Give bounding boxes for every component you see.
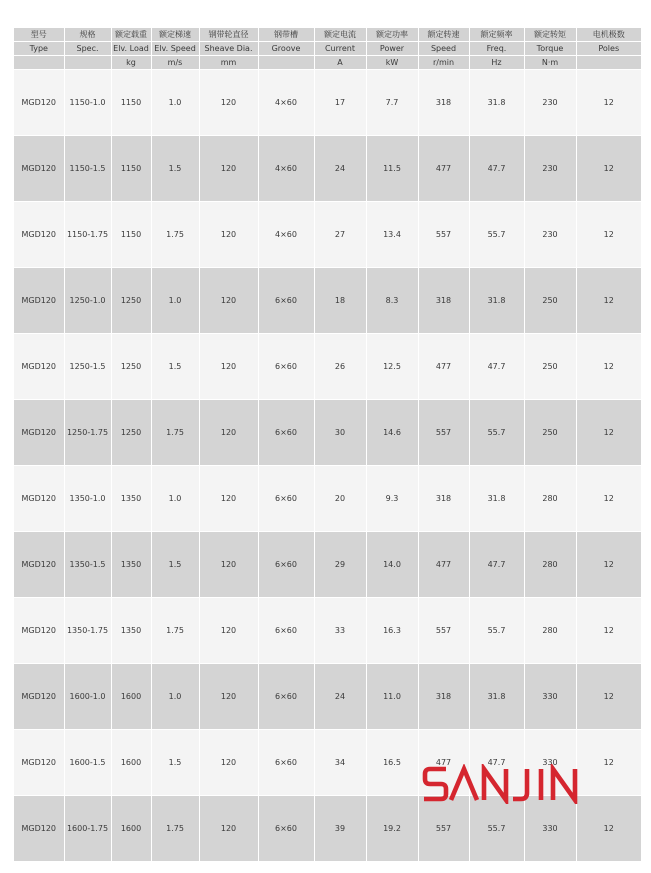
table-cell: 120 <box>199 136 258 202</box>
table-cell: 1250 <box>111 268 151 334</box>
table-cell: 1250-1.5 <box>64 334 111 400</box>
table-cell: 6×60 <box>258 664 314 730</box>
table-cell: 12 <box>576 730 641 796</box>
table-cell: 1150 <box>111 70 151 136</box>
table-cell: 1.75 <box>151 202 199 268</box>
table-cell: 318 <box>418 466 469 532</box>
table-cell: 12 <box>576 400 641 466</box>
table-row <box>14 70 641 136</box>
table-cell: 1.5 <box>151 334 199 400</box>
table-cell: 1.5 <box>151 730 199 796</box>
table-cell: 47.7 <box>469 532 524 598</box>
table-cell: 6×60 <box>258 334 314 400</box>
table-cell: 12 <box>576 598 641 664</box>
header-cell-en: Torque <box>524 42 576 56</box>
table-cell: 330 <box>524 796 576 862</box>
unit-cell <box>576 56 641 70</box>
table-cell: 12 <box>576 70 641 136</box>
table-cell: 33 <box>314 598 366 664</box>
unit-cell: kg <box>111 56 151 70</box>
header-cell-cn: 钢带槽 <box>258 28 314 42</box>
header-cell-en: Elv. Speed <box>151 42 199 56</box>
table-row <box>14 664 641 730</box>
table-row <box>14 532 641 598</box>
unit-cell: A <box>314 56 366 70</box>
table-body <box>14 28 641 862</box>
table-cell: 1.0 <box>151 70 199 136</box>
header-cell-cn: 额定频率 <box>469 28 524 42</box>
table-cell: MGD120 <box>14 532 64 598</box>
table-cell: 1.5 <box>151 136 199 202</box>
header-cell-en: Current <box>314 42 366 56</box>
table-cell: 55.7 <box>469 400 524 466</box>
table-cell: 250 <box>524 268 576 334</box>
table-cell: 20 <box>314 466 366 532</box>
header-cell-en: Spec. <box>64 42 111 56</box>
table-cell: 6×60 <box>258 796 314 862</box>
table-cell: 24 <box>314 136 366 202</box>
header-cell-cn: 钢带轮直径 <box>199 28 258 42</box>
logo-letter-n2 <box>553 769 575 800</box>
table-cell: 29 <box>314 532 366 598</box>
table-cell: 557 <box>418 796 469 862</box>
table-cell: 1600 <box>111 730 151 796</box>
table-cell: 318 <box>418 70 469 136</box>
table-cell: 1150-1.0 <box>64 70 111 136</box>
table-cell: 14.6 <box>366 400 418 466</box>
table-cell: 12 <box>576 664 641 730</box>
header-cell-cn: 型号 <box>14 28 64 42</box>
table-cell: 120 <box>199 466 258 532</box>
table-cell: 280 <box>524 466 576 532</box>
table-cell: 31.8 <box>469 268 524 334</box>
table-cell: 26 <box>314 334 366 400</box>
table-cell: 55.7 <box>469 796 524 862</box>
table-cell: 1.75 <box>151 796 199 862</box>
table-cell: 120 <box>199 532 258 598</box>
table-cell: 12.5 <box>366 334 418 400</box>
table-cell: 12 <box>576 334 641 400</box>
table-cell: 6×60 <box>258 730 314 796</box>
table-cell: 318 <box>418 664 469 730</box>
table-cell: 12 <box>576 796 641 862</box>
table-row <box>14 136 641 202</box>
logo-letter-j <box>513 769 527 799</box>
table-cell: 1250 <box>111 334 151 400</box>
table-cell: 24 <box>314 664 366 730</box>
table-cell: 6×60 <box>258 400 314 466</box>
table-cell: 1600 <box>111 796 151 862</box>
table-cell: 250 <box>524 400 576 466</box>
header-cell-en: Groove <box>258 42 314 56</box>
table-row <box>14 598 641 664</box>
table-cell: 14.0 <box>366 532 418 598</box>
logo-wordmark <box>422 764 610 804</box>
unit-cell <box>64 56 111 70</box>
table-cell: 1.0 <box>151 268 199 334</box>
logo-letter-a <box>451 769 477 800</box>
header-cell-cn: 额定转速 <box>418 28 469 42</box>
table-cell: 557 <box>418 400 469 466</box>
table-cell: 1150 <box>111 136 151 202</box>
table-cell: 9.3 <box>366 466 418 532</box>
table-cell: 557 <box>418 202 469 268</box>
table-cell: 34 <box>314 730 366 796</box>
table-cell: MGD120 <box>14 730 64 796</box>
table-cell: 1600 <box>111 664 151 730</box>
table-cell: 1350-1.75 <box>64 598 111 664</box>
header-row-cn <box>14 28 641 42</box>
table-cell: MGD120 <box>14 334 64 400</box>
table-cell: 4×60 <box>258 70 314 136</box>
table-cell: MGD120 <box>14 664 64 730</box>
table-cell: 477 <box>418 136 469 202</box>
table-cell: 6×60 <box>258 268 314 334</box>
table-cell: 27 <box>314 202 366 268</box>
header-cell-en: Type <box>14 42 64 56</box>
header-cell-cn: 规格 <box>64 28 111 42</box>
table-cell: MGD120 <box>14 268 64 334</box>
unit-cell: N·m <box>524 56 576 70</box>
table-cell: 30 <box>314 400 366 466</box>
table-cell: 1150-1.75 <box>64 202 111 268</box>
header-cell-cn: 额定转矩 <box>524 28 576 42</box>
table-cell: 47.7 <box>469 334 524 400</box>
table-cell: 1350-1.5 <box>64 532 111 598</box>
header-row-en <box>14 42 641 56</box>
table-row <box>14 334 641 400</box>
table-row <box>14 268 641 334</box>
table-cell: 120 <box>199 334 258 400</box>
table-cell: 16.3 <box>366 598 418 664</box>
unit-row <box>14 56 641 70</box>
table-cell: 330 <box>524 730 576 796</box>
table-cell: 477 <box>418 334 469 400</box>
table-row <box>14 400 641 466</box>
table-cell: 55.7 <box>469 202 524 268</box>
table-cell: 39 <box>314 796 366 862</box>
table-cell: MGD120 <box>14 400 64 466</box>
table-cell: 120 <box>199 664 258 730</box>
table-cell: MGD120 <box>14 136 64 202</box>
table-cell: 280 <box>524 598 576 664</box>
table-cell: 557 <box>418 598 469 664</box>
unit-cell: Hz <box>469 56 524 70</box>
table-cell: 12 <box>576 532 641 598</box>
header-cell-cn: 额定功率 <box>366 28 418 42</box>
table-cell: 11.0 <box>366 664 418 730</box>
table-cell: 31.8 <box>469 664 524 730</box>
table-cell: 230 <box>524 202 576 268</box>
table-cell: 1.0 <box>151 466 199 532</box>
header-cell-en: Sheave Dia. <box>199 42 258 56</box>
table-cell: MGD120 <box>14 202 64 268</box>
logo-letter-s <box>424 769 446 799</box>
table-cell: 330 <box>524 664 576 730</box>
header-cell-en: Freq. <box>469 42 524 56</box>
table-cell: 120 <box>199 796 258 862</box>
table-cell: 1600-1.5 <box>64 730 111 796</box>
table-cell: 318 <box>418 268 469 334</box>
table-cell: 120 <box>199 268 258 334</box>
table-cell: 230 <box>524 70 576 136</box>
table-cell: 7.7 <box>366 70 418 136</box>
header-cell-en: Elv. Load <box>111 42 151 56</box>
table-cell: 47.7 <box>469 730 524 796</box>
spec-table <box>14 28 641 862</box>
table-cell: 19.2 <box>366 796 418 862</box>
table-cell: 1150 <box>111 202 151 268</box>
table-cell: 1600-1.75 <box>64 796 111 862</box>
unit-cell <box>258 56 314 70</box>
table-cell: 1350 <box>111 598 151 664</box>
header-cell-en: Poles <box>576 42 641 56</box>
table-cell: 6×60 <box>258 598 314 664</box>
table-cell: 1.75 <box>151 598 199 664</box>
unit-cell <box>14 56 64 70</box>
header-cell-cn: 电机极数 <box>576 28 641 42</box>
table-cell: 11.5 <box>366 136 418 202</box>
table-cell: 8.3 <box>366 268 418 334</box>
table-cell: 1.5 <box>151 532 199 598</box>
table-cell: 250 <box>524 334 576 400</box>
table-cell: 120 <box>199 70 258 136</box>
table-cell: 13.4 <box>366 202 418 268</box>
table-cell: MGD120 <box>14 796 64 862</box>
header-cell-en: Power <box>366 42 418 56</box>
table-row <box>14 466 641 532</box>
table-cell: 1350 <box>111 532 151 598</box>
header-cell-cn: 额定电流 <box>314 28 366 42</box>
table-row <box>14 202 641 268</box>
header-cell-en: Speed <box>418 42 469 56</box>
table-cell: 18 <box>314 268 366 334</box>
table-cell: 17 <box>314 70 366 136</box>
table-cell: 12 <box>576 268 641 334</box>
unit-cell: kW <box>366 56 418 70</box>
table-cell: 1250-1.75 <box>64 400 111 466</box>
sanjin-logo <box>422 764 610 804</box>
table-cell: 12 <box>576 136 641 202</box>
table-cell: 6×60 <box>258 532 314 598</box>
table-cell: 4×60 <box>258 202 314 268</box>
table-cell: 16.5 <box>366 730 418 796</box>
table-cell: MGD120 <box>14 70 64 136</box>
header-cell-cn: 额定梯速 <box>151 28 199 42</box>
unit-cell: m/s <box>151 56 199 70</box>
table-cell: 120 <box>199 730 258 796</box>
table-cell: 1350 <box>111 466 151 532</box>
table-cell: 280 <box>524 532 576 598</box>
table-cell: 1250 <box>111 400 151 466</box>
header-cell-cn: 额定载重 <box>111 28 151 42</box>
table-cell: 1150-1.5 <box>64 136 111 202</box>
table-cell: 12 <box>576 466 641 532</box>
table-row <box>14 796 641 862</box>
table-cell: MGD120 <box>14 466 64 532</box>
table-cell: MGD120 <box>14 598 64 664</box>
unit-cell: mm <box>199 56 258 70</box>
table-cell: 6×60 <box>258 466 314 532</box>
table-cell: 120 <box>199 400 258 466</box>
table-cell: 1.0 <box>151 664 199 730</box>
logo-letter-n <box>484 769 506 800</box>
table-cell: 1.75 <box>151 400 199 466</box>
table-cell: 47.7 <box>469 136 524 202</box>
table-cell: 230 <box>524 136 576 202</box>
table-cell: 1350-1.0 <box>64 466 111 532</box>
table-cell: 1600-1.0 <box>64 664 111 730</box>
table-cell: 120 <box>199 598 258 664</box>
table-cell: 31.8 <box>469 70 524 136</box>
table-cell: 120 <box>199 202 258 268</box>
table-cell: 55.7 <box>469 598 524 664</box>
unit-cell: r/min <box>418 56 469 70</box>
table-cell: 4×60 <box>258 136 314 202</box>
table-cell: 31.8 <box>469 466 524 532</box>
table-cell: 477 <box>418 730 469 796</box>
table-cell: 12 <box>576 202 641 268</box>
table-cell: 477 <box>418 532 469 598</box>
table-cell: 1250-1.0 <box>64 268 111 334</box>
